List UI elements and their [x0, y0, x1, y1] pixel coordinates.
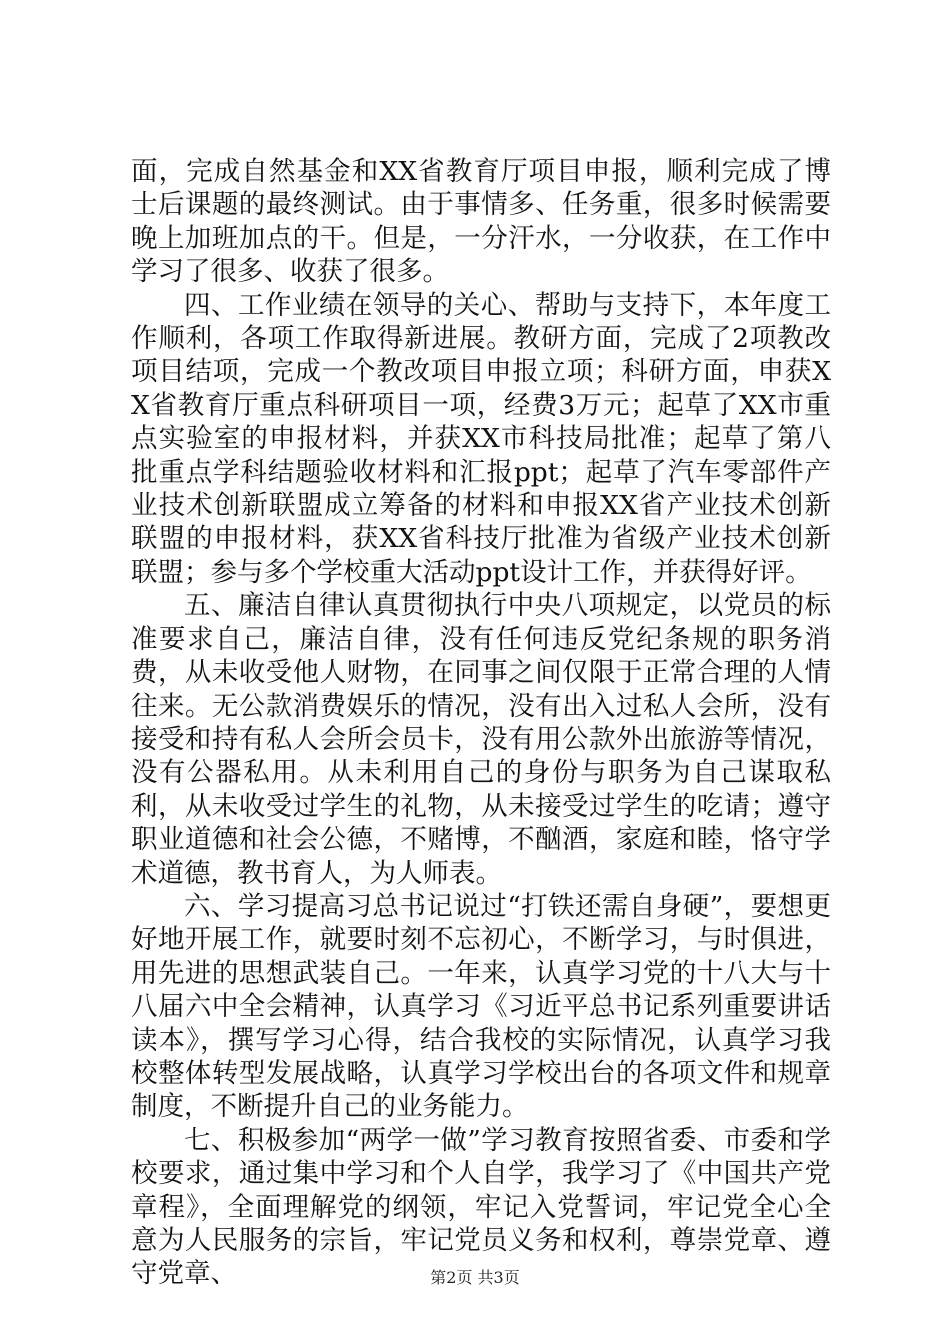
page-number-footer: 第2页 共3页: [430, 1268, 520, 1287]
paragraph-two-studies: 七、积极参加“两学一做”学习教育按照省委、市委和学校要求，通过集中学习和个人自学，我学习了《中国共产党章程》，全面理解党的纲领，牢记入党誓词，牢记党全心全意为人民服务的宗旨，牢记党员义务和权利，尊崇党章、遵守党章、: [131, 1124, 831, 1290]
paragraph-study: 六、学习提高习总书记说过“打铁还需自身硬”，要想更好地开展工作，就要时刻不忘初心，不断学习，与时俱进，用先进的思想武装自己。一年来，认真学习党的十八大与十八届六中全会精神，认真学习《习近平总书记系列重要讲话读本》，撰写学习心得，结合我校的实际情况，认真学习我校整体转型发展战略，认真学习学校出台的各项文件和规章制度，不断提升自己的业务能力。: [131, 890, 831, 1123]
paragraph-continuation: 面，完成自然基金和XX省教育厅项目申报，顺利完成了博士后课题的最终测试。由于事情多、任务重，很多时候需要晚上加班加点的干。但是，一分汗水，一分收获，在工作中学习了很多、收获了很多。: [131, 156, 831, 288]
paragraph-work-achievements: 四、工作业绩在领导的关心、帮助与支持下，本年度工作顺利，各项工作取得新进展。教研方面，完成了2项教改项目结项，完成一个教改项目申报立项；科研方面，申获XX省教育厅重点科研项目一项，经费3万元；起草了XX市重点实验室的申报材料，并获XX市科技局批准；起草了第八批重点学科结题验收材料和汇报ppt；起草了汽车零部件产业技术创新联盟成立筹备的材料和申报XX省产业技术创新联盟的申报材料，获XX省科技厅批准为省级产业技术创新联盟；参与多个学校重大活动ppt设计工作，并获得好评。: [131, 289, 831, 588]
document-body: [131, 155, 831, 1291]
paragraph-integrity: 五、廉洁自律认真贯彻执行中央八项规定，以党员的标准要求自己，廉洁自律，没有任何违反党纪条规的职务消费，从未收受他人财物，在同事之间仅限于正常合理的人情往来。无公款消费娱乐的情况，没有出入过私人会所，没有接受和持有私人会所会员卡，没有用公款外出旅游等情况，没有公器私用。从未利用自己的身份与职务为自己谋取私利，从未收受过学生的礼物，从未接受过学生的吃请；遵守职业道德和社会公德，不赌博，不酗酒，家庭和睦，恪守学术道德，教书育人，为人师表。: [131, 590, 831, 889]
